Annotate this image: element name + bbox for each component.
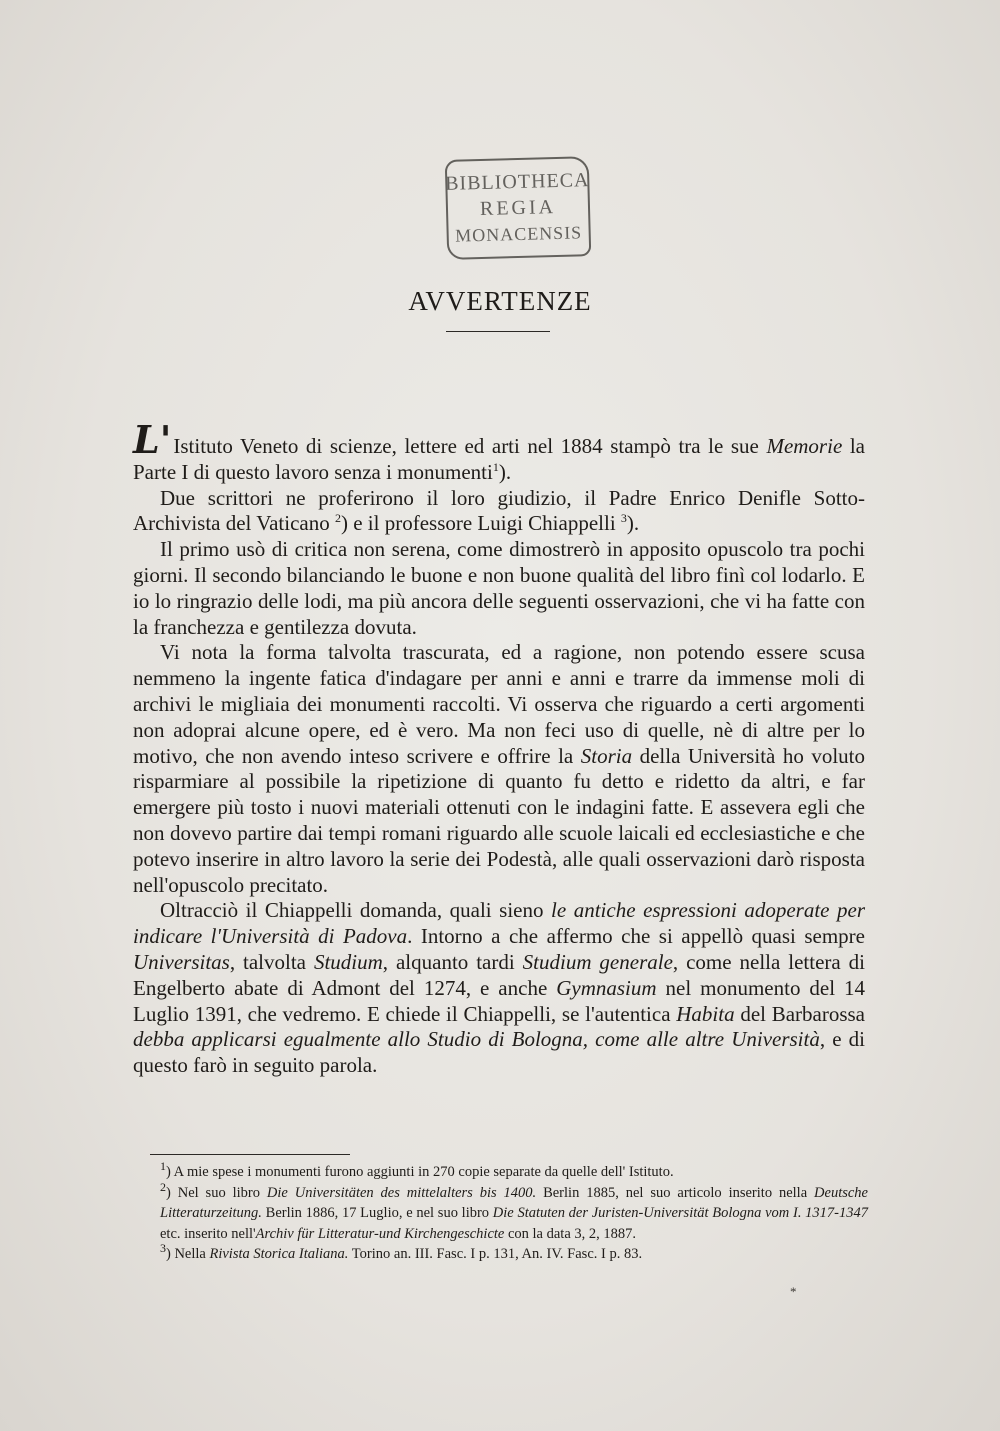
page-title: AVVERTENZE [408, 286, 592, 316]
footnote-3-italic-a: Rivista Storica Italiana. [209, 1246, 349, 1262]
footnote-1-text: ) A mie spese i monumenti furono aggiunti in 270 copie separate da quelle dell' Istituto. [166, 1164, 674, 1180]
paragraph-5 [133, 898, 865, 1079]
paragraph-1 [133, 417, 865, 486]
paragraph-5-italic-a: le antiche espressioni adoperate per indicare l'Università di Padova [133, 898, 865, 949]
paragraph-1-text: Istituto Veneto di scienze, lettere ed arti nel 1884 stampò tra le sue [173, 434, 767, 458]
footnote-2-text-d: etc. inserito nell' [160, 1225, 256, 1242]
paragraph-5-italic-d: Studium generale [522, 949, 673, 974]
paragraph-5-italic-b: Universitas [133, 949, 230, 974]
footnote-divider [150, 1154, 350, 1155]
paragraph-1-text-c: ). [498, 459, 512, 484]
paragraph-5-italic-g: debba applicarsi egualmente allo Studio di Bologna, come alle altre Università [133, 1027, 820, 1052]
paragraph-5-text-d: , alquanto tardi [382, 949, 523, 974]
footnote-2-italic-b: Deutsche Litteraturzeitung. [160, 1184, 868, 1221]
footnote-2-text-a: ) Nel suo libro [166, 1184, 267, 1201]
paragraph-5-italic-e: Gymnasium [556, 975, 657, 1000]
signature-mark: * [790, 1284, 797, 1299]
stamp-line-3: MONACENSIS [454, 222, 583, 246]
paragraph-5-text-c: , talvolta [229, 949, 314, 974]
footnote-2-mark: 2 [160, 1179, 166, 1194]
footnote-ref-3: 3 [620, 511, 627, 526]
paragraph-2-text-b: ) e il professore Luigi Chiappelli [340, 511, 621, 536]
paragraph-4-italic: Storia [580, 743, 633, 768]
paragraph-2 [133, 486, 865, 538]
footnote-2-italic-a: Die Universitäten des mittelalters bis 1400. [266, 1184, 537, 1201]
paragraph-2-text: Due scrittori ne proferirono il loro giudizio, il Padre Enrico Denifle Sotto-Archivista del Vaticano [133, 485, 865, 536]
footnote-1 [160, 1159, 868, 1183]
footnote-2-italic-d: Archiv für Litteratur-und Kirchengeschicte [255, 1225, 505, 1242]
title-divider [446, 331, 550, 332]
footnote-2 [160, 1179, 868, 1245]
paragraph-5-text-a: Oltracciò il Chiappelli domanda, quali sieno [160, 898, 552, 923]
library-stamp [445, 156, 592, 260]
footnote-2-text-b: Berlin 1885, nel suo articolo inserito nella [536, 1184, 815, 1201]
paragraph-5-italic-f: Habita [676, 1001, 735, 1026]
paragraph-2-text-c: ). [626, 511, 640, 536]
stamp-line-1: BIBLIOTHECA [444, 169, 590, 195]
footnote-2-italic-c: Die Statuten der Juristen-Universität Bologna vom I. 1317-1347 [492, 1205, 868, 1221]
paragraph-4-text: Vi nota la forma talvolta trascurata, ed a ragione, non potendo essere scusa nemmeno la ingente fatica d'indagare per anni e anni e trarre da immense moli di archivi le migliaia dei monumenti raccolti. Vi osserva che riguardo a certi argomenti non adoprai alcune opere, ed è vero. Ma non feci uso di quelle, nè di altre per lo motivo, che non avendo inteso scrivere e offrire la [133, 640, 865, 768]
paragraph-1-text-b: la Parte I di questo lavoro senza i monumenti [133, 434, 865, 484]
footnotes [160, 1159, 868, 1265]
stamp-line-2: REGIA [479, 196, 557, 220]
paragraph-5-text-e: , come nella lettera di Engelberto abate di Admont del 1274, e anche [133, 949, 865, 1000]
footnote-ref-2: 2 [334, 511, 341, 526]
footnote-ref-1: 1 [492, 459, 499, 474]
footnote-3-mark: 3 [160, 1241, 166, 1256]
paragraph-5-text-g: del Barbarossa [734, 1001, 865, 1026]
footnote-3-text-a: ) Nella [166, 1246, 210, 1262]
paragraph-4 [133, 640, 865, 898]
footnote-3 [160, 1241, 868, 1265]
body-text [133, 417, 865, 1079]
paragraph-5-text-b: . Intorno a che affermo che si appellò quasi sempre [407, 924, 865, 949]
paragraph-1-italic: Memorie [766, 434, 843, 458]
footnote-1-mark: 1 [160, 1159, 166, 1174]
paragraph-4-text-b: della Università ho voluto risparmiare al possibile la ripetizione di quanto fu detto e ridetto da altri, e far emergere più tosto i nuovi materiali ottenuti con le indagini fatte. E assevera egli che non dovevo partire dai tempi romani riguardo alle scuole laicali ed ecclesiastiche e che potevo inserire in altro lavoro la serie dei Podestà, alle quali osservazioni darò risposta nell'opuscolo precitato. [133, 743, 865, 897]
footnote-3-text-b: Torino an. III. Fasc. I p. 131, An. IV. Fasc. I p. 83. [348, 1246, 643, 1262]
footnote-2-text-e: con la data 3, 2, 1887. [504, 1225, 637, 1242]
paragraph-5-text-f: nel monumento del 14 Luglio 1391, che vedremo. E chiede il Chiappelli, se l'autentica [133, 975, 865, 1026]
paragraph-5-italic-c: Studium [313, 949, 383, 974]
paragraph-3: Il primo usò di critica non serena, come dimostrerò in apposito opuscolo tra pochi giorni. Il secondo bilanciando le buone e non buone qualità del libro finì col lodarlo. E io lo ringrazio delle lodi, ma più ancora delle seguenti osservazioni, che vi ha fatte con la franchezza e gentilezza dovuta. [133, 537, 865, 639]
paragraph-5-text-h: , e di questo farò in seguito parola. [133, 1027, 865, 1078]
footnote-2-text-c: Berlin 1886, 17 Luglio, e nel suo libro [261, 1205, 493, 1221]
drop-cap: L' [133, 417, 172, 462]
